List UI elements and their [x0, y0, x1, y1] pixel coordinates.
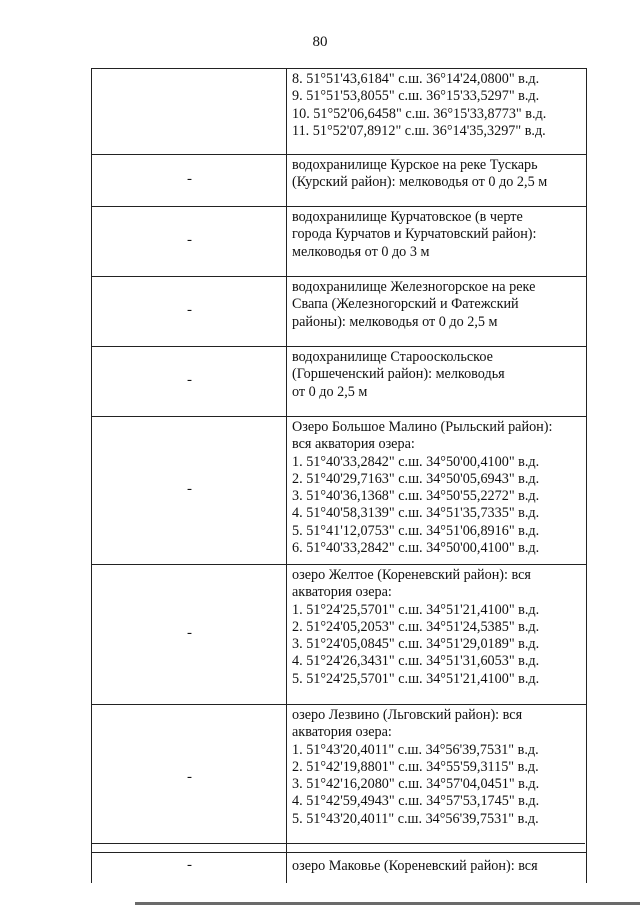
text-line: вся акватория озера:: [292, 436, 415, 453]
text-line: 11. 51°52'07,8912" с.ш. 36°14'35,3297" в.д.: [292, 122, 546, 139]
text-line: водохранилище Старооскольское: [292, 349, 493, 365]
table-row: [92, 565, 587, 705]
text-line: 3. 51°40'36,1368" с.ш. 34°50'55,2272" в.д.: [292, 488, 540, 505]
dash-cell: -: [92, 347, 287, 417]
page-number: 80: [312, 34, 328, 50]
text-line: 3. 51°42'16,2080" с.ш. 34°57'04,0451" в.д.: [292, 776, 540, 793]
text-line: 2. 51°24'05,2053" с.ш. 34°51'24,5385" в.д.: [292, 618, 540, 635]
dash-cell: -: [92, 207, 287, 277]
table-body: [92, 69, 587, 884]
table-row: [92, 277, 587, 347]
text-line: 5. 51°43'20,4011" с.ш. 34°56'39,7531" в.д.: [292, 810, 539, 827]
text-line: 2. 51°40'29,7163" с.ш. 34°50'05,6943" в.д.: [292, 470, 540, 487]
dash-cell: -: [92, 417, 287, 565]
text-line: мелководья от 0 до 3 м: [292, 243, 430, 260]
coordinates-table: [91, 68, 587, 883]
description-cell: [287, 853, 587, 884]
text-line: озеро Лезвино (Льговский район): вся: [292, 707, 523, 723]
table-row: [92, 853, 587, 884]
table-row: [92, 207, 587, 277]
text-line: 5. 51°24'25,5701" с.ш. 34°51'21,4100" в.д.: [292, 670, 540, 687]
text-line: города Курчатов и Курчатовский район):: [292, 226, 537, 243]
table-row: [92, 705, 587, 853]
dash-cell: -: [92, 277, 287, 347]
text-line: водохранилище Курчатовское (в черте: [292, 209, 523, 225]
description-cell: [287, 705, 587, 853]
text-line: озеро Маковье (Кореневский район): вся: [292, 858, 538, 874]
text-line: акватория озера:: [292, 724, 392, 741]
table-row: [92, 155, 587, 207]
text-line: акватория озера:: [292, 584, 392, 601]
description-cell: [287, 347, 587, 417]
text-line: 2. 51°42'19,8801" с.ш. 34°55'59,3115" в.д.: [292, 758, 539, 775]
text-line: Озеро Большое Малино (Рыльский район):: [292, 419, 553, 435]
dash-cell: -: [92, 705, 287, 853]
text-line: Свапа (Железногорский и Фатежский: [292, 296, 519, 313]
text-line: 5. 51°41'12,0753" с.ш. 34°51'06,8916" в.д.: [292, 522, 540, 539]
text-line: 4. 51°42'59,4943" с.ш. 34°57'53,1745" в.д.: [292, 793, 540, 810]
dash-cell: -: [92, 853, 287, 884]
description-cell: [287, 155, 587, 207]
text-line: 9. 51°51'53,8055" с.ш. 36°15'33,5297" в.д.: [292, 88, 540, 105]
dash-cell: -: [92, 155, 287, 207]
description-cell: [287, 565, 587, 705]
table-bottom-rule: [91, 843, 585, 844]
text-line: 3. 51°24'05,0845" с.ш. 34°51'29,0189" в.д.: [292, 636, 540, 653]
text-line: 1. 51°40'33,2842" с.ш. 34°50'00,4100" в.д.: [292, 453, 540, 470]
description-cell: [287, 417, 587, 565]
dash-cell: [92, 69, 287, 155]
table-row: [92, 69, 587, 155]
text-line: озеро Желтое (Кореневский район): вся: [292, 567, 531, 583]
table-row: [92, 347, 587, 417]
text-line: 6. 51°40'33,2842" с.ш. 34°50'00,4100" в.д.: [292, 540, 540, 557]
text-line: 4. 51°24'26,3431" с.ш. 34°51'31,6053" в.д.: [292, 653, 540, 670]
description-cell: [287, 277, 587, 347]
text-line: водохранилище Курское на реке Тускарь: [292, 157, 538, 173]
description-cell: [287, 69, 587, 155]
text-line: от 0 до 2,5 м: [292, 383, 368, 400]
table-row: [92, 417, 587, 565]
text-line: 4. 51°40'58,3139" с.ш. 34°51'35,7335" в.д.: [292, 505, 540, 522]
description-cell: [287, 207, 587, 277]
text-line: районы): мелководья от 0 до 2,5 м: [292, 313, 498, 330]
text-line: (Горшеченский район): мелководья: [292, 366, 505, 383]
text-line: (Курский район): мелководья от 0 до 2,5 м: [292, 174, 548, 191]
text-line: водохранилище Железногорское на реке: [292, 279, 536, 295]
text-line: 1. 51°43'20,4011" с.ш. 34°56'39,7531" в.д.: [292, 741, 539, 758]
text-line: 10. 51°52'06,6458" с.ш. 36°15'33,8773" в.д.: [292, 105, 547, 122]
text-line: 8. 51°51'43,6184" с.ш. 36°14'24,0800" в.д.: [292, 71, 540, 87]
text-line: 1. 51°24'25,5701" с.ш. 34°51'21,4100" в.д.: [292, 601, 540, 618]
dash-cell: -: [92, 565, 287, 705]
